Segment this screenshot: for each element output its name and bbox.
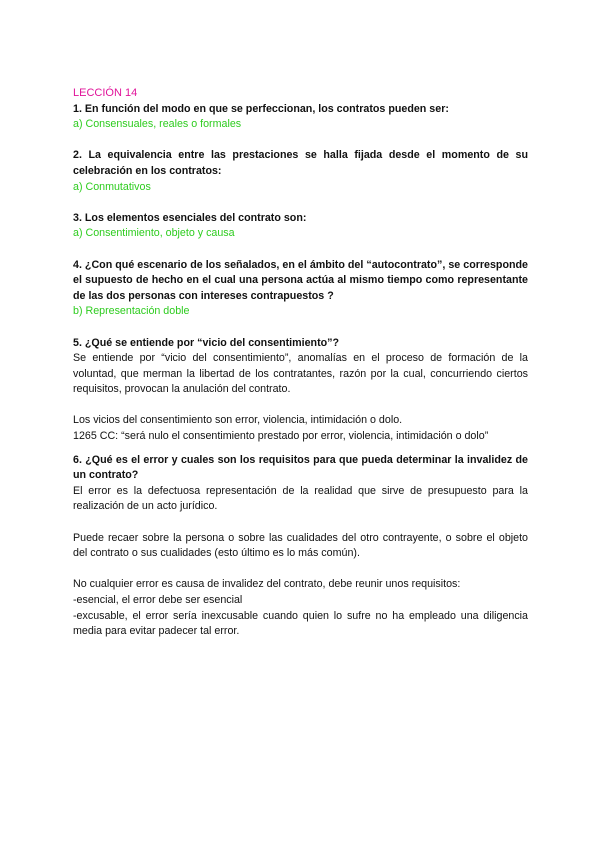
question-1: 1. En función del modo en que se perfeccionan, los contratos pueden ser: [73, 102, 449, 115]
document-page [73, 86, 528, 640]
question-5: 5. ¿Qué se entiende por “vicio del consentimiento”? [73, 336, 340, 349]
answer-6-paragraph-3-line-3: -excusable, el error sería inexcusable cuando quien lo sufre no ha empleado una diligencia media para evitar padecer tal error. [73, 609, 528, 638]
answer-3: a) Consentimiento, objeto y causa [73, 227, 235, 240]
answer-5-paragraph-2-line-1: Los vicios del consentimiento son error, violencia, intimidación o dolo. [73, 414, 403, 427]
spacer [73, 398, 528, 414]
spacer [73, 133, 528, 149]
answer-6-paragraph-3-line-1: No cualquier error es causa de invalidez del contrato, debe reunir unos requisitos: [73, 578, 461, 591]
answer-1: a) Consensuales, reales o formales [73, 118, 242, 131]
answer-4: b) Representación doble [73, 305, 190, 318]
question-2: 2. La equivalencia entre las prestaciones se halla fijada desde el momento de su celebración en los contratos: [73, 149, 528, 177]
answer-2: a) Conmutativos [73, 180, 151, 193]
answer-5-paragraph-1: Se entiende por “vicio del consentimiento”, anomalías en el proceso de formación de la voluntad, que merman la libertad de los contratantes, razón por la cual, concurriendo ciertos requisitos, provocan la anulación del contrato. [73, 352, 528, 396]
spacer [73, 515, 528, 531]
answer-6-paragraph-2: Puede recaer sobre la persona o sobre las cualidades del otro contrayente, o sobre el objeto del contrato o sus cualidades (esto último es lo más común). [73, 531, 528, 560]
spacer [73, 195, 528, 211]
lesson-title: LECCIÓN 14 [73, 87, 138, 99]
question-4: 4. ¿Con qué escenario de los señalados, en el ámbito del “autocontrato”, se corresponde el supuesto de hecho en el cual una persona actúa al mismo tiempo como representante de las dos personas con intereses contrapuestos ? [73, 258, 528, 302]
question-3: 3. Los elementos esenciales del contrato son: [73, 211, 307, 224]
spacer [73, 320, 528, 336]
answer-6-paragraph-3-line-2: -esencial, el error debe ser esencial [73, 594, 243, 606]
spacer [73, 562, 528, 578]
spacer [73, 242, 528, 258]
question-6: 6. ¿Qué es el error y cuales son los requisitos para que pueda determinar la invalidez de un contrato? [73, 453, 528, 482]
answer-6-paragraph-1: El error es la defectuosa representación de la realidad que sirve de presupuesto para la realización de un acto jurídico. [73, 484, 528, 513]
answer-5-paragraph-2-line-2: 1265 CC: “será nulo el consentimiento prestado por error, violencia, intimidación o dolo” [73, 430, 489, 443]
spacer [73, 445, 528, 453]
